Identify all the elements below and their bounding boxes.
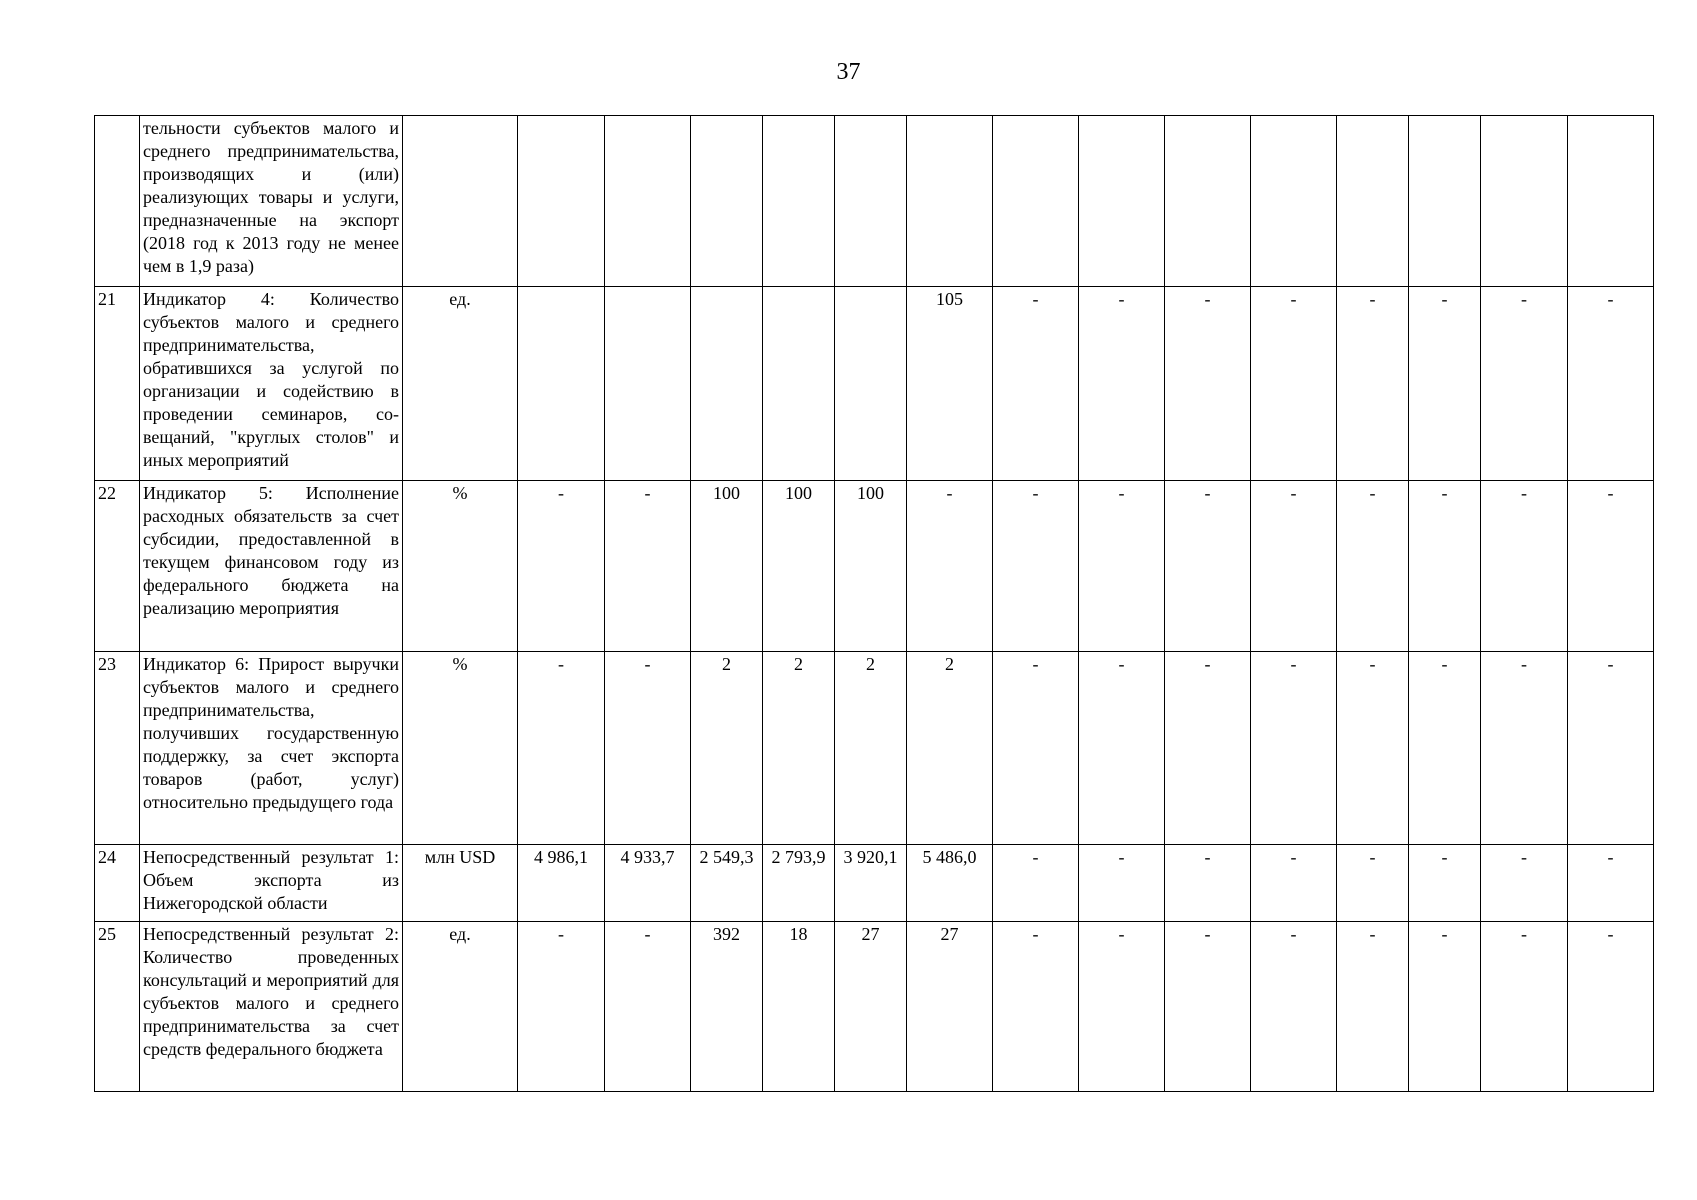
value-cell: -: [1079, 845, 1165, 922]
value-cell: 4 986,1: [518, 845, 605, 922]
value-cell: -: [518, 922, 605, 1092]
value-cell: [763, 287, 835, 481]
row-description: Индикатор 5: Исполнение расходных обязательств за счет субсидии, предоставленной в текущем финансовом году из федерального бюджета на реализацию мероприятия: [140, 481, 403, 652]
value-cell: -: [993, 287, 1079, 481]
value-cell: -: [1409, 652, 1481, 845]
value-cell: -: [1079, 287, 1165, 481]
row-number: 24: [95, 845, 140, 922]
value-cell: [605, 116, 691, 287]
value-cell: 2 549,3: [691, 845, 763, 922]
value-cell: [518, 116, 605, 287]
value-cell: 100: [691, 481, 763, 652]
value-cell: -: [1481, 922, 1568, 1092]
value-cell: -: [605, 481, 691, 652]
row-unit: %: [403, 481, 518, 652]
value-cell: -: [605, 652, 691, 845]
value-cell: [835, 287, 907, 481]
value-cell: -: [1568, 845, 1654, 922]
row-unit: ед.: [403, 922, 518, 1092]
row-number: 21: [95, 287, 140, 481]
value-cell: 100: [763, 481, 835, 652]
value-cell: -: [1337, 287, 1409, 481]
value-cell: -: [1079, 922, 1165, 1092]
row-description: тельности субъектов малого и среднего предпринимательства, производящих и (или) реализующих товары и услуги, предназначенные на экспорт (2018 год к 2013 году не менее чем в 1,9 раза): [140, 116, 403, 287]
value-cell: 105: [907, 287, 993, 481]
row-number: 22: [95, 481, 140, 652]
value-cell: -: [907, 481, 993, 652]
row-unit: ед.: [403, 287, 518, 481]
value-cell: 3 920,1: [835, 845, 907, 922]
value-cell: [1337, 116, 1409, 287]
value-cell: [835, 116, 907, 287]
row-description: Непосредственный результат 2: Количество проведенных консультаций и мероприятий для субъектов малого и среднего предпринимательства за счет средств федерального бюджета: [140, 922, 403, 1092]
value-cell: [1251, 116, 1337, 287]
value-cell: [1409, 116, 1481, 287]
table-row: [95, 287, 1654, 481]
value-cell: -: [1568, 481, 1654, 652]
value-cell: -: [1481, 481, 1568, 652]
value-cell: -: [518, 652, 605, 845]
value-cell: -: [1568, 287, 1654, 481]
value-cell: -: [1079, 652, 1165, 845]
value-cell: -: [1165, 845, 1251, 922]
value-cell: -: [1481, 845, 1568, 922]
table-row: [95, 481, 1654, 652]
value-cell: -: [1165, 922, 1251, 1092]
value-cell: -: [1337, 922, 1409, 1092]
value-cell: -: [993, 481, 1079, 652]
value-cell: 2: [691, 652, 763, 845]
value-cell: -: [1568, 922, 1654, 1092]
row-unit: [403, 116, 518, 287]
value-cell: [518, 287, 605, 481]
page-number: 37: [836, 59, 861, 85]
value-cell: -: [1251, 652, 1337, 845]
value-cell: 27: [907, 922, 993, 1092]
value-cell: -: [1165, 652, 1251, 845]
value-cell: -: [1165, 481, 1251, 652]
value-cell: 2 793,9: [763, 845, 835, 922]
table-row: [95, 652, 1654, 845]
value-cell: -: [1409, 287, 1481, 481]
value-cell: [993, 116, 1079, 287]
indicators-table: [94, 115, 1654, 1092]
table-row: [95, 116, 1654, 287]
value-cell: 27: [835, 922, 907, 1092]
value-cell: [691, 116, 763, 287]
value-cell: 18: [763, 922, 835, 1092]
value-cell: -: [1337, 481, 1409, 652]
row-number: [95, 116, 140, 287]
table-row: [95, 922, 1654, 1092]
value-cell: -: [605, 922, 691, 1092]
value-cell: -: [1409, 481, 1481, 652]
value-cell: -: [1409, 922, 1481, 1092]
value-cell: 2: [763, 652, 835, 845]
value-cell: 4 933,7: [605, 845, 691, 922]
value-cell: -: [1337, 652, 1409, 845]
row-description: Непосредственный результат 1: Объем экспорта из Нижегородской области: [140, 845, 403, 922]
value-cell: -: [1568, 652, 1654, 845]
value-cell: [691, 287, 763, 481]
value-cell: -: [1251, 845, 1337, 922]
value-cell: -: [993, 922, 1079, 1092]
value-cell: -: [1251, 922, 1337, 1092]
value-cell: 100: [835, 481, 907, 652]
value-cell: [1079, 116, 1165, 287]
value-cell: [1481, 116, 1568, 287]
value-cell: 2: [835, 652, 907, 845]
value-cell: 392: [691, 922, 763, 1092]
row-number: 23: [95, 652, 140, 845]
table-row: [95, 845, 1654, 922]
value-cell: 5 486,0: [907, 845, 993, 922]
value-cell: [605, 287, 691, 481]
value-cell: -: [1079, 481, 1165, 652]
value-cell: -: [993, 845, 1079, 922]
value-cell: -: [1251, 481, 1337, 652]
value-cell: [1568, 116, 1654, 287]
value-cell: -: [518, 481, 605, 652]
value-cell: 2: [907, 652, 993, 845]
row-unit: %: [403, 652, 518, 845]
value-cell: [907, 116, 993, 287]
value-cell: -: [1251, 287, 1337, 481]
value-cell: -: [1337, 845, 1409, 922]
row-unit: млн USD: [403, 845, 518, 922]
row-description: Индикатор 4: Количество субъектов малого и среднего предпринимательства, обратившихся за услугой по организации и содействию в проведении семинаров, совещаний, "круглых столов" и иных мероприятий: [140, 287, 403, 481]
value-cell: [1165, 116, 1251, 287]
row-number: 25: [95, 922, 140, 1092]
value-cell: [763, 116, 835, 287]
value-cell: -: [1409, 845, 1481, 922]
value-cell: -: [1481, 287, 1568, 481]
value-cell: -: [993, 652, 1079, 845]
value-cell: -: [1481, 652, 1568, 845]
value-cell: -: [1165, 287, 1251, 481]
row-description: Индикатор 6: Прирост выручки субъектов малого и среднего предпринимательства, получивших государственную поддержку, за счет экспорта товаров (работ, услуг) относительно предыдущего года: [140, 652, 403, 845]
